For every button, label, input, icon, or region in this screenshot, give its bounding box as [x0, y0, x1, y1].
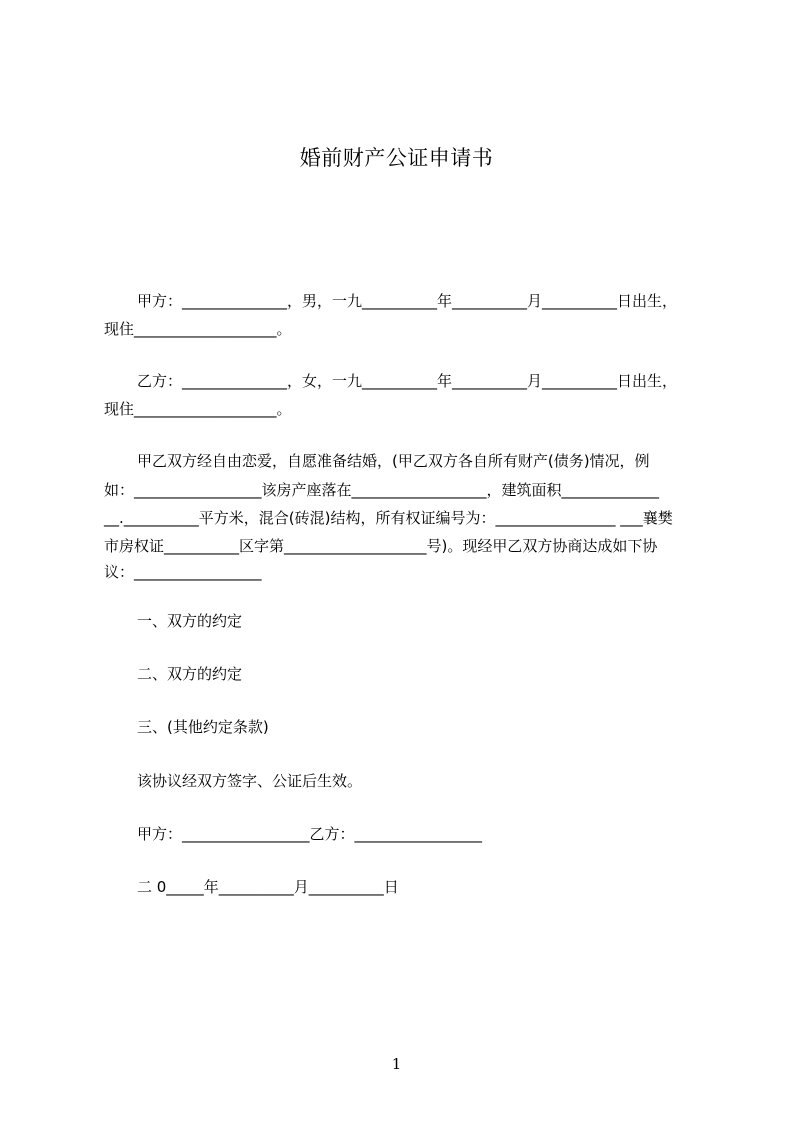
clause-3: 三、(其他约定条款): [137, 718, 269, 736]
intro-line-4: 市房权证__________区字第___________________号)。现经甲乙双方协商达成如下协: [104, 537, 658, 555]
page-number: 1: [391, 1055, 402, 1073]
party-b-line-2: 现住___________________。: [104, 400, 292, 418]
intro-line-2: 如：_________________该房产座落在__________________，建筑面积_____________: [104, 481, 660, 499]
intro-line-5: 议：_________________: [104, 563, 262, 581]
date-line: 二 0_____年__________月__________日: [137, 878, 399, 896]
party-b-line-1: 乙方：______________，女，一九__________年__________月__________日出生，: [137, 372, 678, 390]
party-a-line-2: 现住___________________。: [104, 320, 292, 338]
document-title: 婚前财产公证申请书: [299, 146, 494, 170]
clause-2: 二、双方的约定: [137, 665, 243, 683]
intro-line-1: 甲乙双方经自由恋爱，自愿准备结婚，(甲乙双方各自所有财产(债务)情况，例: [137, 452, 650, 470]
effect-statement: 该协议经双方签字、公证后生效。: [137, 772, 363, 790]
party-a-line-1: 甲方：______________，男，一九__________年__________月__________日出生，: [137, 292, 678, 310]
intro-line-3: __.__________平方米，混合(砖混)结构，所有权证编号为：________________ ___襄樊: [104, 509, 673, 527]
signature-line: 甲方：_________________乙方：_________________: [137, 825, 483, 843]
clause-1: 一、双方的约定: [137, 612, 243, 630]
